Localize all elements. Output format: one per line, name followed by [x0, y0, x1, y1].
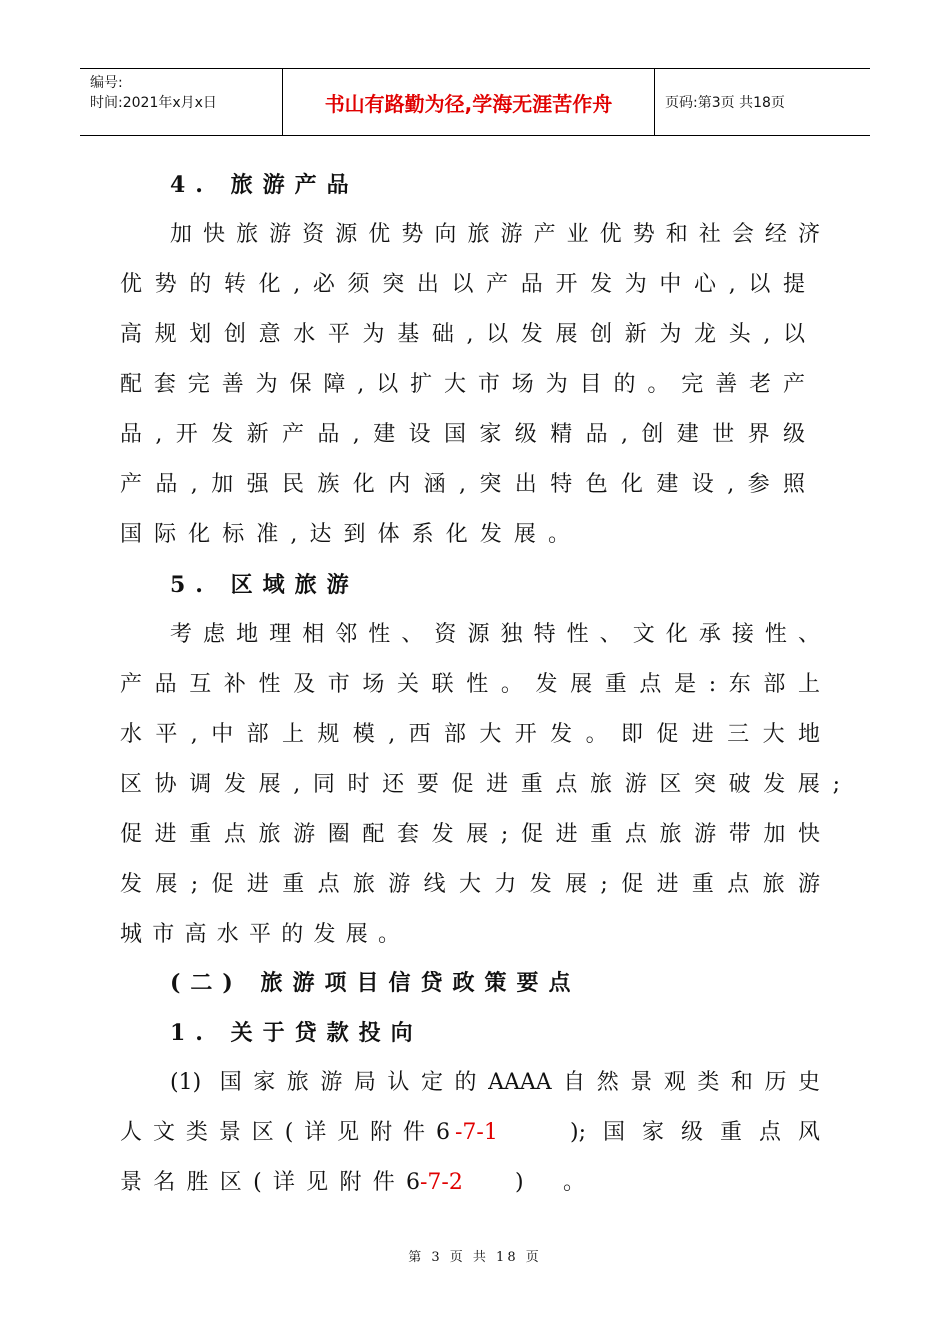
- time-label: 时间:2021年x月x日: [90, 95, 217, 111]
- paragraph-line: 产品,加强民族化内涵,突出特色化建设,参照: [120, 472, 805, 497]
- motto: 书山有路勤为径,学海无涯苦作舟: [283, 69, 655, 135]
- paragraph-line: 水平,中部上规模,西部大开发。即促进三大地: [120, 722, 820, 747]
- paragraph-line: 加快旅游资源优势向旅游产业优势和社会经济: [170, 222, 820, 247]
- paragraph-line: 城市高水平的发展。: [120, 922, 400, 947]
- paragraph-line: (1) 国家旅游局认定的AAAA自然景观类和历史: [170, 1070, 820, 1095]
- section-heading: (二) 旅游项目信贷政策要点: [170, 970, 581, 996]
- paragraph-line: 人文类景区(详见附件6 -7-1 );国家级重点风: [120, 1120, 820, 1145]
- page-footer: 第 3 页 共 18 页: [408, 1250, 542, 1265]
- paragraph-line: 景名胜区(详见附件6 -7-2 )。: [120, 1170, 585, 1195]
- paragraph-line: 考虑地理相邻性、资源独特性、文化承接性、: [170, 622, 820, 647]
- paragraph-line: 配套完善为保障,以扩大市场为目的。完善老产: [120, 372, 805, 397]
- paragraph-line: 发展;促进重点旅游线大力发展;促进重点旅游: [120, 872, 820, 897]
- page-info: 页码:第3页 共18页: [665, 95, 785, 111]
- heading-5: 5. 区域旅游: [170, 572, 359, 598]
- paragraph-line: 品,开发新产品,建设国家级精品,创建世界级: [120, 422, 805, 447]
- header-table: [80, 68, 870, 136]
- paragraph-line: 产品互补性及市场关联性。发展重点是:东部上: [120, 672, 820, 697]
- paragraph-line: 区协调发展,同时还要促进重点旅游区突破发展;: [120, 772, 840, 797]
- paragraph-line: 促进重点旅游圈配套发展;促进重点旅游带加快: [120, 822, 820, 847]
- paragraph-line: 高规划创意水平为基础,以发展创新为龙头,以: [120, 322, 805, 347]
- heading-4: 4. 旅游产品: [170, 172, 359, 198]
- paragraph-line: 优势的转化,必须突出以产品开发为中心,以提: [120, 272, 805, 297]
- number-label: 编号:: [90, 75, 123, 91]
- paragraph-line: 国际化标准,达到体系化发展。: [120, 522, 570, 547]
- header-left-cell: [80, 69, 283, 135]
- subsection-heading: 1. 关于贷款投向: [170, 1020, 423, 1046]
